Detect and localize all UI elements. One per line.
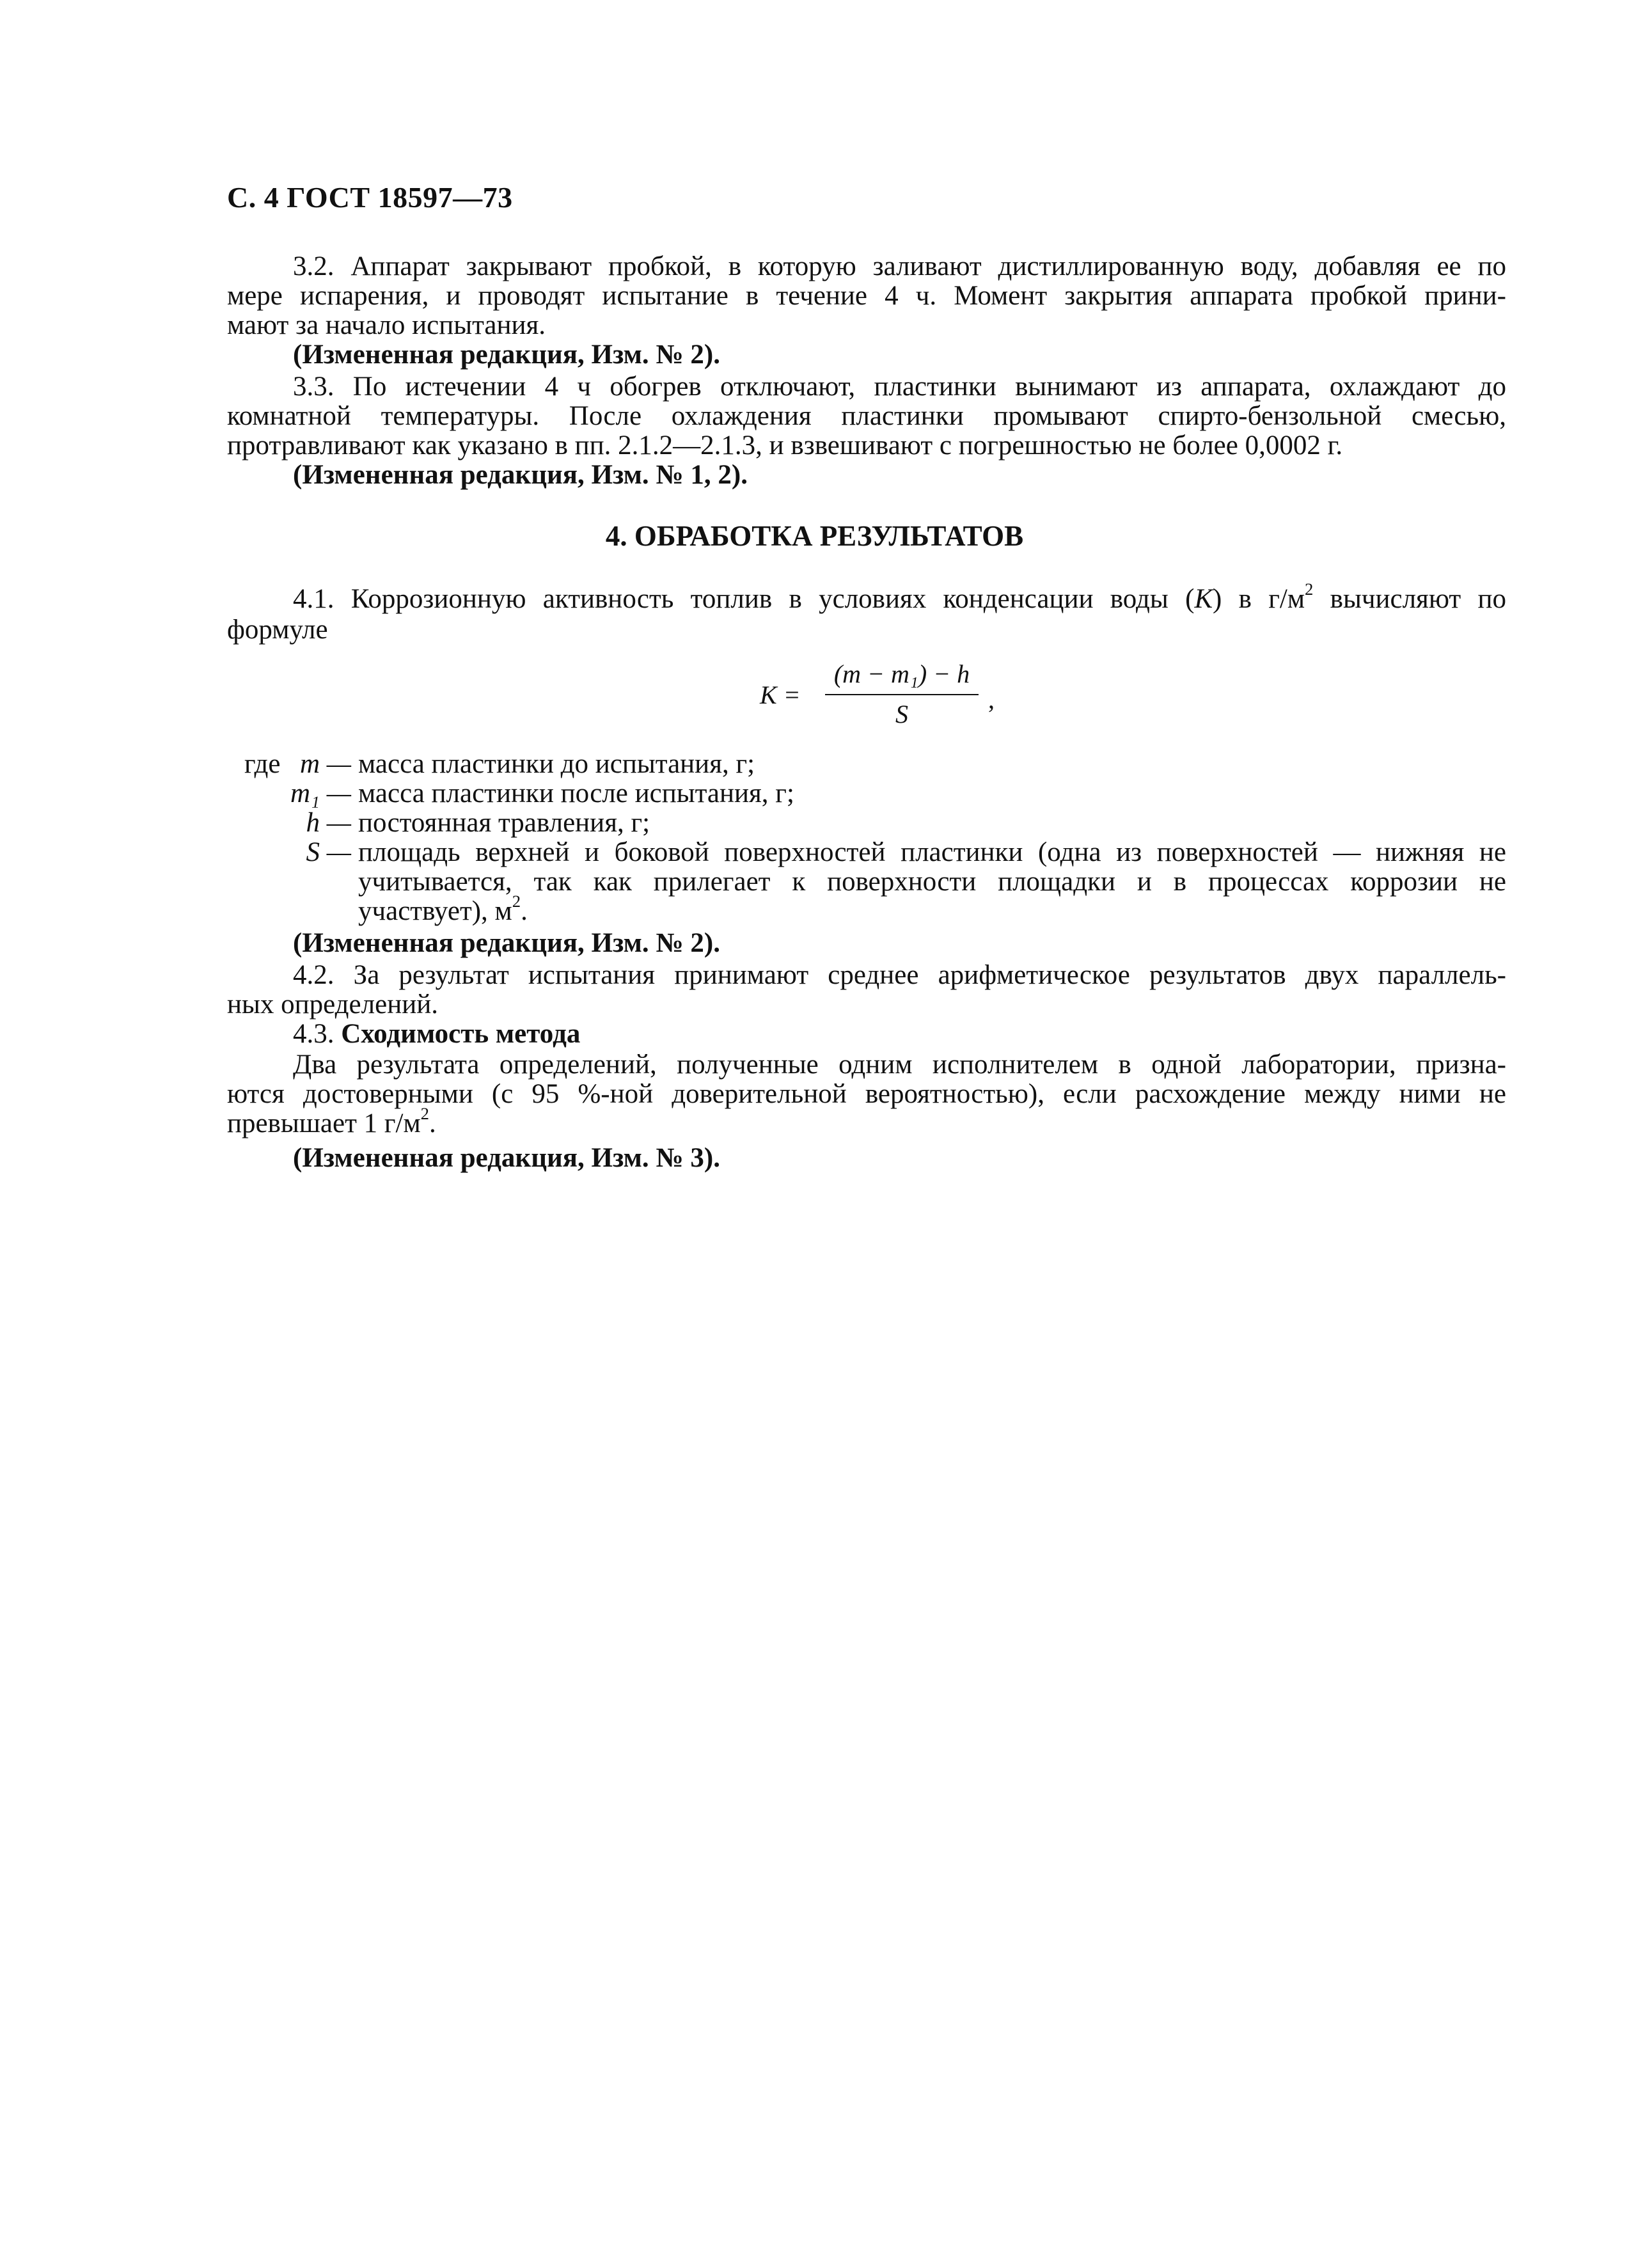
p43-title: Сходимость метода bbox=[341, 1019, 581, 1049]
legend-symbol: h — bbox=[306, 808, 351, 838]
legend-symbol: m₁ — bbox=[290, 778, 351, 808]
p43-sup: 2 bbox=[420, 1104, 429, 1124]
p43-line2: ются достоверными (с 95 %-ной доверительной вероятностью), если расхождение между ними не bbox=[227, 1079, 1506, 1109]
legend-text-cont bbox=[358, 892, 528, 927]
p43-number: 4.3. bbox=[293, 1019, 334, 1049]
p43-line3 bbox=[227, 1104, 436, 1140]
p43-title-line bbox=[293, 1018, 580, 1050]
amendment-note: (Измененная редакция, Изм. № 1, 2). bbox=[293, 460, 748, 490]
p42-line2: ных определений. bbox=[227, 989, 438, 1020]
legend-s-l3: участвует), м bbox=[358, 896, 512, 926]
formula-lhs: К = bbox=[760, 681, 801, 709]
section-heading: 4. ОБРАБОТКА РЕЗУЛЬТАТОВ bbox=[605, 520, 1024, 552]
p41-text-b: ) в г/м bbox=[1213, 584, 1305, 614]
legend-sup: 2 bbox=[512, 892, 521, 911]
legend-text: площадь верхней и боковой поверхностей пластинки (одна из поверхностей — нижняя не bbox=[358, 837, 1506, 867]
p41-var-k: К bbox=[1194, 584, 1213, 614]
p41-text-a: 4.1. Коррозионную активность топлив в условиях конденсации воды ( bbox=[293, 584, 1195, 614]
p33-line1: 3.3. По истечении 4 ч обогрев отключают, пластинки вынимают из аппарата, охлаждают до bbox=[293, 372, 1506, 402]
legend-symbol: m — bbox=[299, 749, 351, 779]
p41-sup: 2 bbox=[1305, 583, 1314, 599]
p41-text-c: вычисляют по bbox=[1313, 584, 1506, 614]
p41-line1 bbox=[293, 583, 1506, 615]
legend-symbol: S — bbox=[306, 837, 351, 867]
page-header: С. 4 ГОСТ 18597—73 bbox=[227, 181, 513, 214]
legend-s-end: . bbox=[521, 896, 528, 926]
p43-l3-end: . bbox=[429, 1108, 436, 1138]
p33-line2: комнатной температуры. После охлаждения пластинки промывают спирто-бензольной смесью, bbox=[227, 401, 1506, 431]
legend-text: постоянная травления, г; bbox=[358, 808, 650, 838]
legend-text-cont: учитывается, так как прилегает к поверхности площадки и в процессах коррозии не bbox=[358, 867, 1506, 897]
amendment-note: (Измененная редакция, Изм. № 2). bbox=[293, 928, 720, 958]
p32-line2: мере испарения, и проводят испытание в течение 4 ч. Момент закрытия аппарата пробкой прини- bbox=[227, 281, 1506, 311]
formula-denominator: S bbox=[895, 700, 908, 728]
fraction-bar bbox=[825, 694, 979, 695]
legend-where: где bbox=[244, 749, 281, 779]
p42-line1: 4.2. За результат испытания принимают среднее арифметическое результатов двух параллель- bbox=[293, 960, 1506, 990]
p43-line1: Два результата определений, полученные одним исполнителем в одной лаборатории, призна- bbox=[293, 1050, 1506, 1080]
amendment-note: (Измененная редакция, Изм. № 3). bbox=[293, 1143, 720, 1173]
legend-text: масса пластинки после испытания, г; bbox=[358, 778, 794, 808]
p32-line1: 3.2. Аппарат закрывают пробкой, в которую заливают дистиллированную воду, добавляя ее по bbox=[293, 251, 1506, 281]
formula-comma: , bbox=[988, 685, 995, 714]
p43-l3-text: превышает 1 г/м bbox=[227, 1108, 421, 1138]
p32-line3: мают за начало испытания. bbox=[227, 310, 546, 340]
amendment-note: (Измененная редакция, Изм. № 2). bbox=[293, 340, 720, 370]
formula-numerator: (m − m₁) − h bbox=[833, 659, 970, 688]
legend-text: масса пластинки до испытания, г; bbox=[358, 749, 755, 779]
p33-line3: протравливают как указано в пп. 2.1.2—2.1.3, и взвешивают с погрешностью не более 0,0002 г. bbox=[227, 430, 1343, 461]
p41-line2: формуле bbox=[227, 615, 328, 645]
